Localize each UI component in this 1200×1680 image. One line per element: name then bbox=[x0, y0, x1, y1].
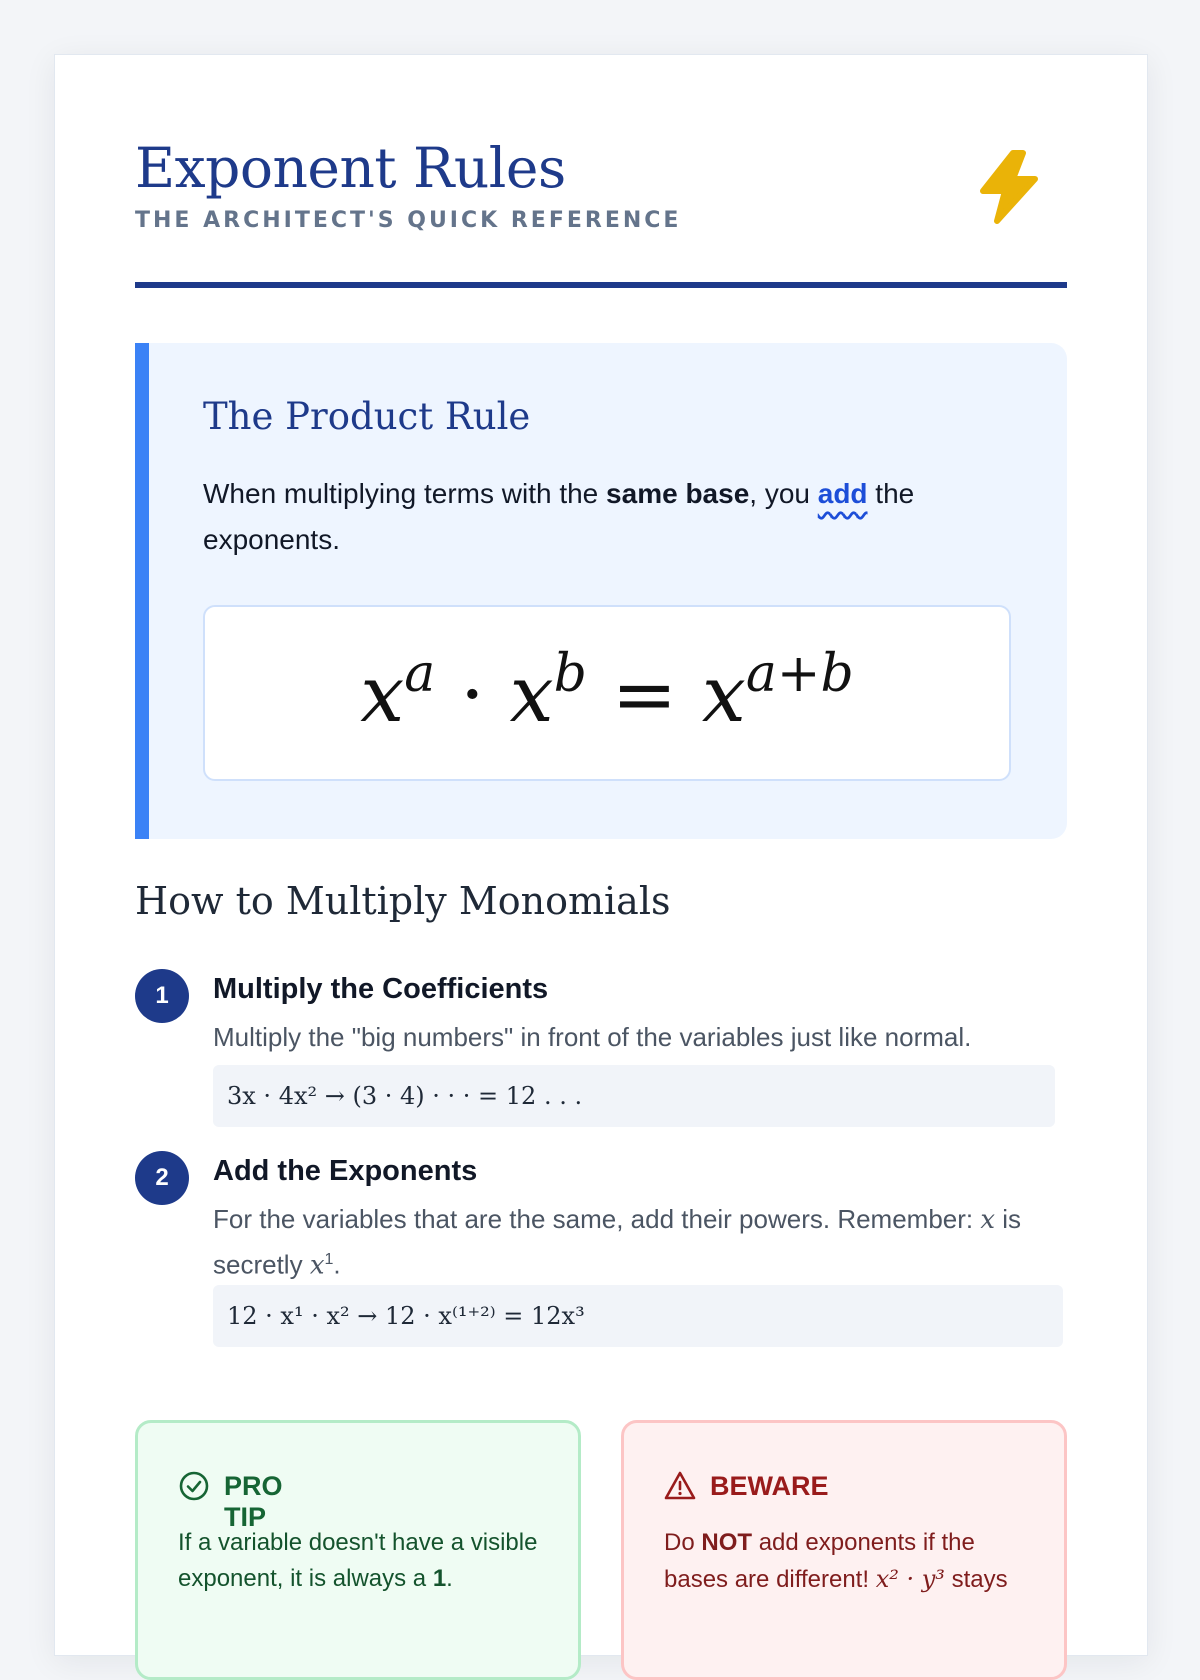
lightning-bolt-icon bbox=[973, 149, 1043, 225]
reference-card bbox=[54, 54, 1148, 1656]
beware-card bbox=[621, 1420, 1067, 1680]
product-rule-description bbox=[203, 471, 1023, 563]
tip-label: PRO TIP bbox=[224, 1471, 283, 1532]
warning-triangle-icon bbox=[664, 1470, 696, 1502]
formula-base: x bbox=[701, 650, 746, 740]
product-rule-title: The Product Rule bbox=[203, 395, 531, 438]
step-item bbox=[135, 969, 1095, 1119]
page-title: Exponent Rules bbox=[135, 136, 566, 200]
step-title: Add the Exponents bbox=[213, 1155, 478, 1187]
header bbox=[135, 135, 1067, 285]
text-segment: . bbox=[446, 1565, 453, 1592]
text-bold-segment: same base bbox=[606, 478, 750, 509]
step-number-badge: 1 bbox=[135, 969, 189, 1023]
text-segment: . bbox=[333, 1249, 341, 1280]
step-example: 3x · 4x² → (3 · 4) · · · = 12 . . . bbox=[213, 1065, 1055, 1127]
product-rule-card bbox=[135, 343, 1067, 839]
section-title: How to Multiply Monomials bbox=[135, 879, 671, 923]
formula-operator: · bbox=[460, 650, 485, 740]
formula-exponent: a+b bbox=[745, 644, 854, 704]
text-segment: is secretly bbox=[213, 1204, 1022, 1280]
check-circle-icon bbox=[178, 1470, 210, 1502]
step-title: Multiply the Coefficients bbox=[213, 973, 549, 1005]
text-segment: If a variable doesn't have a visible exponent, it is always a bbox=[178, 1529, 538, 1592]
highlighted-word: add bbox=[817, 478, 868, 509]
step-number-badge: 2 bbox=[135, 1151, 189, 1205]
formula-operator: = bbox=[611, 650, 678, 740]
tip-text bbox=[178, 1525, 548, 1597]
tip-label: BEWARE bbox=[710, 1471, 829, 1501]
math-expression: x² · y³ bbox=[875, 1565, 945, 1593]
formula-base: x bbox=[509, 650, 554, 740]
formula-exponent: a bbox=[404, 644, 436, 704]
step-description bbox=[213, 1199, 1063, 1286]
tip-text bbox=[664, 1525, 1034, 1598]
text-segment: For the variables that are the same, add their powers. Remember: bbox=[213, 1204, 981, 1234]
formula-box bbox=[203, 605, 1011, 781]
step-item bbox=[135, 1151, 1095, 1351]
pro-tip-card bbox=[135, 1420, 581, 1680]
step-description: Multiply the "big numbers" in front of the variables just like normal. bbox=[213, 1022, 972, 1052]
formula-base: x bbox=[360, 650, 405, 740]
page-subtitle: THE ARCHITECT'S QUICK REFERENCE bbox=[135, 208, 682, 233]
header-divider bbox=[135, 282, 1067, 288]
product-rule-formula bbox=[205, 607, 1009, 783]
text-segment: the exponents. bbox=[203, 478, 915, 555]
step-example: 12 · x¹ · x² → 12 · x⁽¹⁺²⁾ = 12x³ bbox=[213, 1285, 1063, 1347]
text-segment: stays bbox=[944, 1566, 1008, 1593]
text-segment: When multiplying terms with the bbox=[203, 478, 607, 509]
text-bold-segment: 1 bbox=[432, 1565, 447, 1592]
math-variable: x bbox=[980, 1205, 996, 1235]
text-segment: , you bbox=[749, 478, 818, 509]
text-bold-segment: NOT bbox=[701, 1529, 753, 1556]
math-exponent: 1 bbox=[324, 1251, 334, 1268]
math-variable: x bbox=[309, 1250, 325, 1281]
text-segment: add exponents if the bases are different! bbox=[664, 1529, 975, 1593]
formula-exponent: b bbox=[553, 644, 587, 704]
text-segment: Do bbox=[664, 1529, 702, 1556]
